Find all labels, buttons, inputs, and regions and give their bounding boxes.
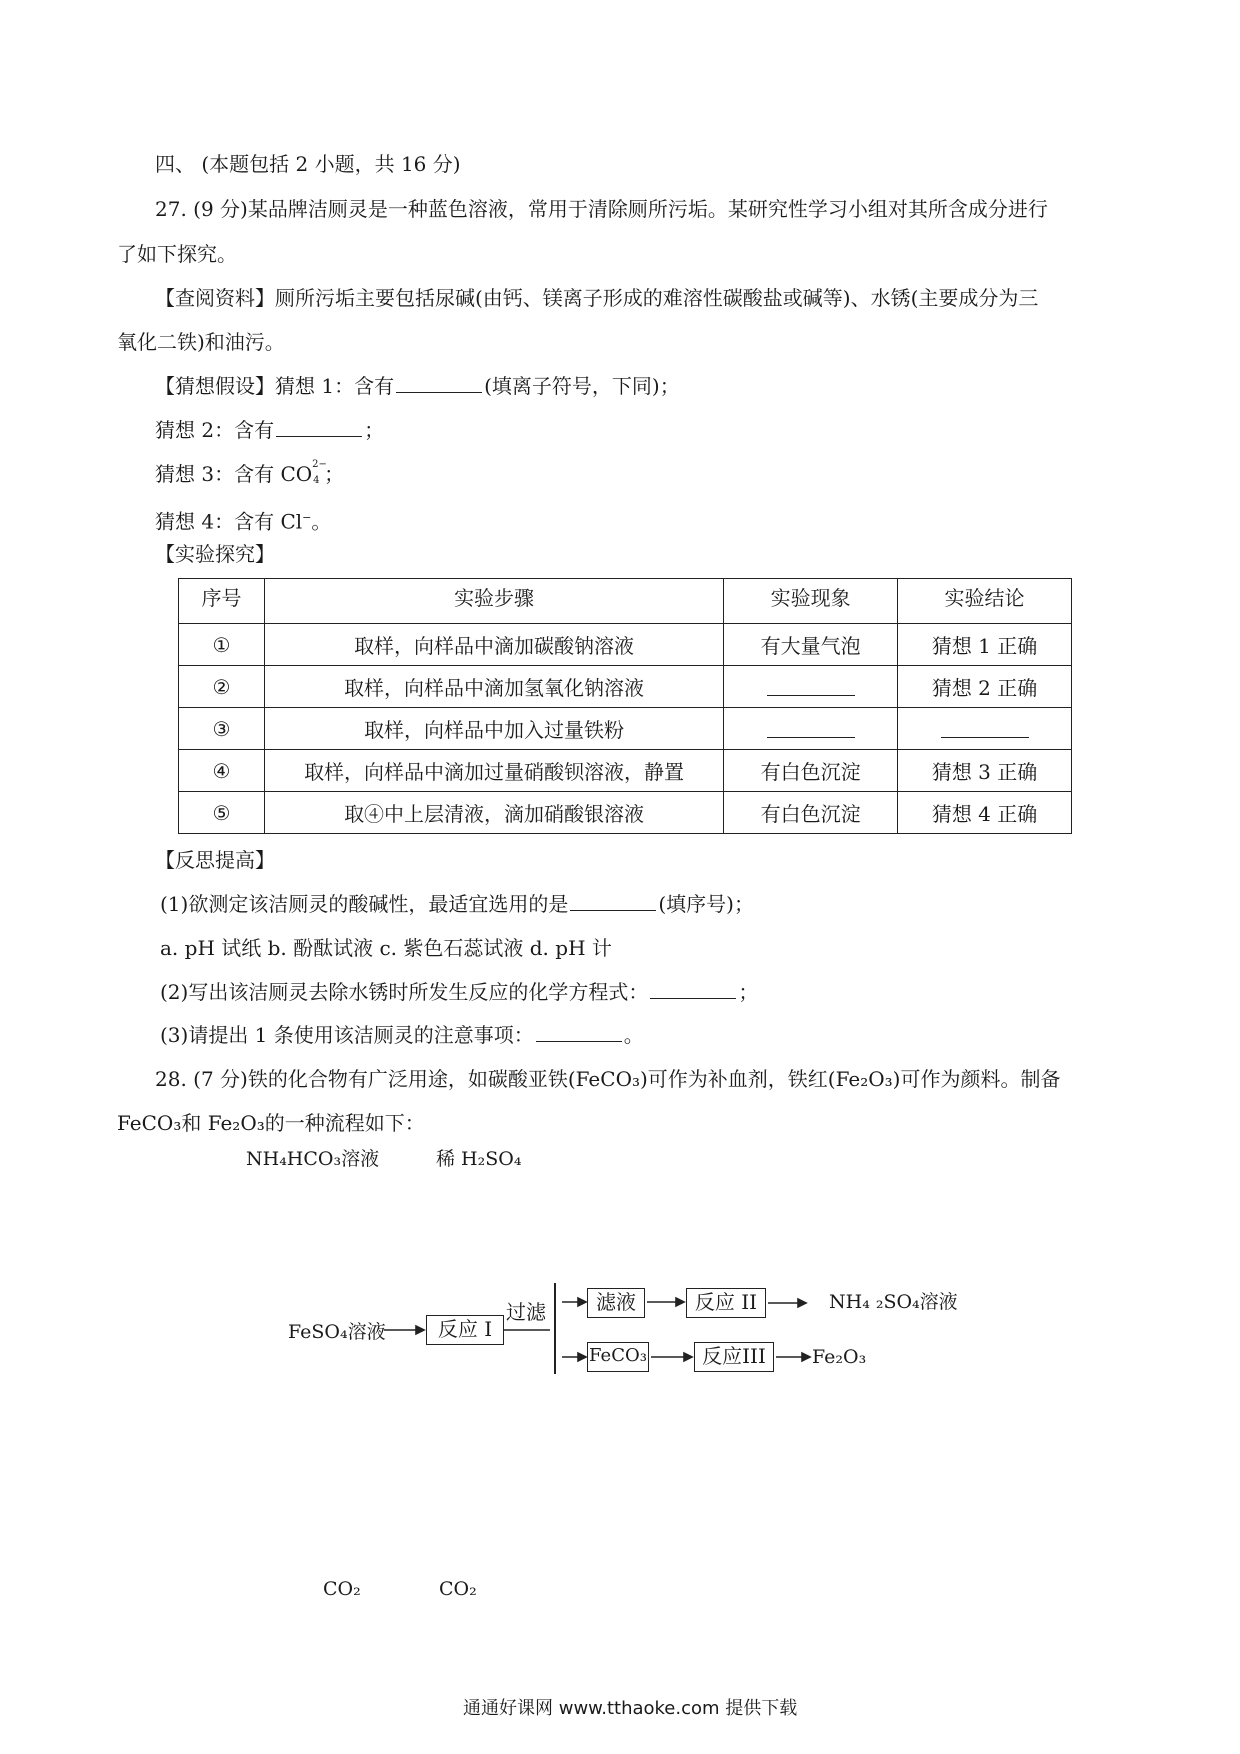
hypothesis-4-suffix: 。 (311, 509, 332, 534)
q28-intro-line-1: 28. (7 分)铁的化合物有广泛用途，如碳酸亚铁(FeCO₃)可作为补血剂，铁红(Fe₂O₃)可作为颜料。制备 (155, 1067, 1061, 1091)
q27-reference-line-2: 氧化二铁)和油污。 (117, 330, 285, 354)
header-steps: 实验步骤 (264, 579, 723, 624)
arrow-head (578, 1353, 586, 1361)
row-step: 取样，向样品中滴加过量硝酸钡溶液，静置 (264, 750, 723, 792)
row-conclusion: 猜想 2 正确 (898, 666, 1072, 708)
hypothesis-3-suffix: ； (324, 462, 345, 486)
reflect-title: 【反思提高】 (155, 848, 275, 872)
row-index: ③ (179, 708, 265, 750)
filtrate-box: 滤液 (587, 1288, 645, 1318)
product-ammonium-sulfate: NH₄ ₂SO₄溶液 (829, 1291, 958, 1313)
hypothesis-2-prefix: 猜想 2：含有 (155, 418, 275, 442)
hypothesis-3-sub: 4 (313, 475, 320, 486)
row-step: 取样，向样品中滴加氢氧化钠溶液 (264, 666, 723, 708)
reflect-3-prefix: (3)请提出 1 条使用该洁厕灵的注意事项： (160, 1023, 534, 1047)
reflect-2-prefix: (2)写出该洁厕灵去除水锈时所发生反应的化学方程式： (160, 980, 649, 1004)
q27-intro-line-1: 27. (9 分)某品牌洁厕灵是一种蓝色溶液，常用于清除厕所污垢。某研究性学习小组对其所含成分进行 (155, 197, 1048, 221)
row-step: 取样，向样品中滴加碳酸钠溶液 (264, 624, 723, 666)
arrow-head (578, 1298, 586, 1306)
row-phenomenon: 有白色沉淀 (724, 792, 898, 834)
reaction-2-box: 反应 II (686, 1288, 766, 1318)
row-step: 取样，向样品中加入过量铁粉 (264, 708, 723, 750)
arrow-head (802, 1353, 810, 1361)
reagent-h2so4: 稀 H₂SO₄ (436, 1148, 522, 1170)
feco3-box: FeCO₃ (587, 1342, 649, 1372)
row-step: 取④中上层清液，滴加硝酸银溶液 (264, 792, 723, 834)
reflect-2-suffix: ； (738, 980, 759, 1004)
row-conclusion: 猜想 3 正确 (898, 750, 1072, 792)
row-phenomenon: 有白色沉淀 (724, 750, 898, 792)
row-index: ① (179, 624, 265, 666)
reagent-nh4hco3: NH₄HCO₃溶液 (246, 1148, 380, 1170)
header-conclusion: 实验结论 (898, 579, 1072, 624)
reflect-1-suffix: (填序号)； (658, 892, 754, 916)
product-fe2o3: Fe₂O₃ (812, 1346, 867, 1368)
q28-intro-line-2: FeCO₃和 Fe₂O₃的一种流程如下： (117, 1111, 425, 1135)
row-index: ⑤ (179, 792, 265, 834)
hypothesis-2-suffix: ； (364, 418, 385, 442)
q27-reference-line-1: 【查阅资料】厕所污垢主要包括尿碱(由钙、镁离子形成的难溶性碳酸盐或碱等)、水锈(主要成分为三 (155, 286, 1039, 310)
arrow-head (676, 1298, 684, 1306)
reaction-3-box: 反应III (694, 1342, 774, 1372)
experiment-title: 【实验探究】 (155, 542, 275, 566)
row-conclusion: 猜想 1 正确 (898, 624, 1072, 666)
row-index: ④ (179, 750, 265, 792)
reaction-1-box: 反应 I (426, 1315, 504, 1345)
header-index: 序号 (179, 579, 265, 624)
hypothesis-3-sup: 2− (312, 459, 327, 470)
hypothesis-1-prefix: 【猜想假设】猜想 1：含有 (155, 374, 395, 398)
reflect-1-prefix: (1)欲测定该洁厕灵的酸碱性，最适宜选用的是 (160, 892, 569, 916)
section-header: 四、 (本题包括 2 小题，共 16 分) (155, 152, 461, 176)
hypothesis-1-suffix: (填离子符号，下同)； (484, 374, 680, 398)
reflect-3-suffix: 。 (623, 1023, 644, 1047)
header-phenomenon: 实验现象 (724, 579, 898, 624)
hypothesis-3-prefix: 猜想 3：含有 CO (155, 462, 313, 486)
hypothesis-4-prefix: 猜想 4：含有 Cl (155, 509, 303, 534)
arrow-head (416, 1326, 424, 1334)
gas-co2-1: CO₂ (323, 1578, 361, 1600)
row-index: ② (179, 666, 265, 708)
footer-text: 通通好课网 www.tthaoke.com 提供下载 (463, 1698, 798, 1719)
q27-intro-line-2: 了如下探究。 (117, 242, 237, 266)
row-phenomenon: 有大量气泡 (724, 624, 898, 666)
arrow-head (684, 1353, 692, 1361)
filter-label: 过滤 (506, 1300, 546, 1324)
reflect-options: a. pH 试纸 b. 酚酞试液 c. 紫色石蕊试液 d. pH 计 (160, 936, 612, 960)
hypothesis-4-sup: − (302, 511, 312, 524)
gas-co2-2: CO₂ (439, 1578, 477, 1600)
row-conclusion: 猜想 4 正确 (898, 792, 1072, 834)
flow-start-feso4: FeSO₄溶液 (288, 1321, 386, 1343)
arrow-head (798, 1299, 806, 1307)
